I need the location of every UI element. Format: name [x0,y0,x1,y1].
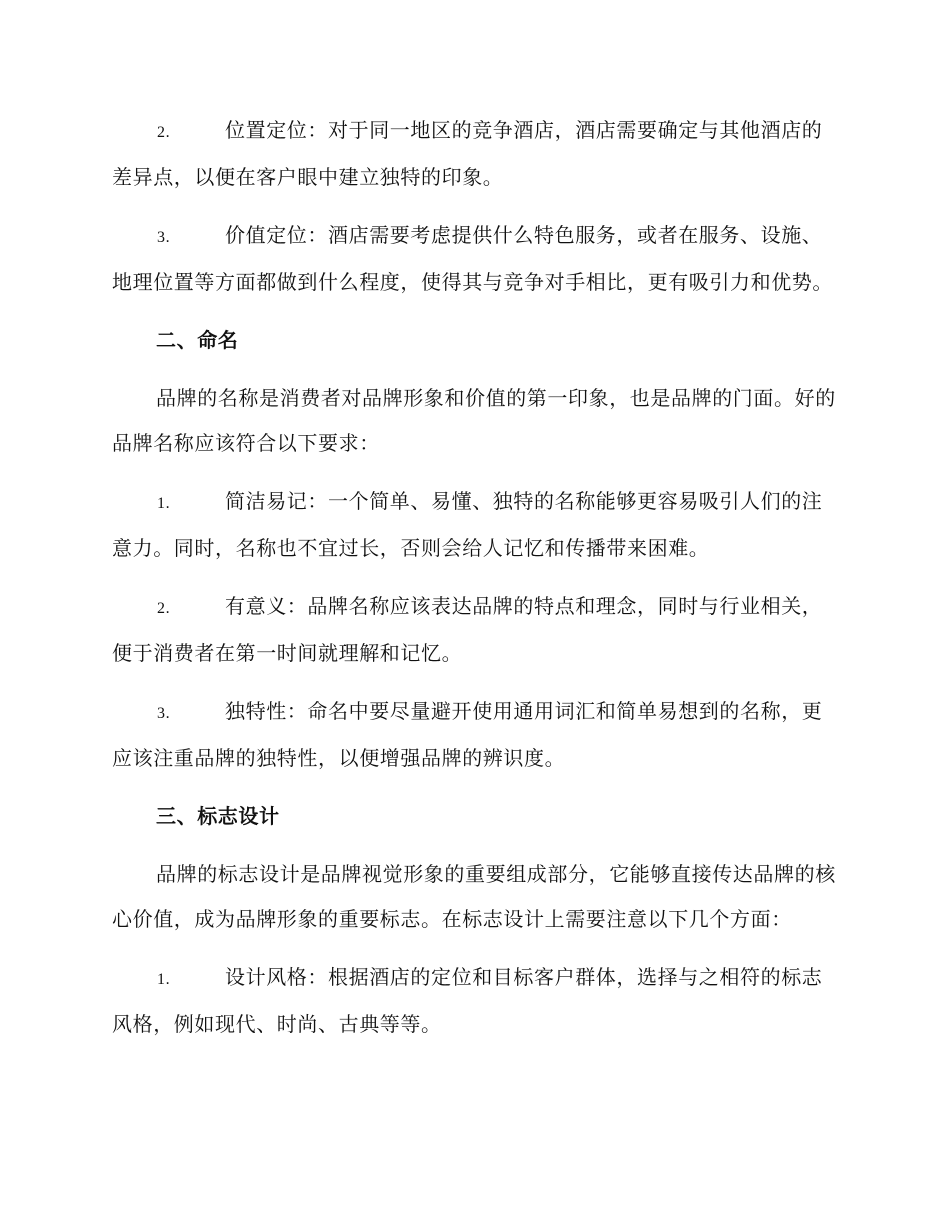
section-heading: 二、命名 [156,328,239,352]
list-text: 位置定位：对于同一地区的竞争酒店，酒店需要确定与其他酒店的差异点，以便在客户眼中建立独特的印象。 [112,118,823,189]
paragraph: 品牌的标志设计是品牌视觉形象的重要组成部分，它能够直接传达品牌的核心价值，成为品牌形象的重要标志。在标志设计上需要注意以下几个方面： [112,862,836,931]
list-text: 设计风格：根据酒店的定位和目标客户群体，选择与之相符的标志风格，例如现代、时尚、古典等等。 [112,965,823,1036]
list-item [112,955,840,1047]
list-number: 2. [157,600,171,617]
list-item [112,479,840,571]
list-number: 2. [157,124,171,141]
list-number: 3. [157,705,171,722]
list-text: 独特性：命名中要尽量避开使用通用词汇和简单易想到的名称，更应该注重品牌的独特性，以便增强品牌的辨识度。 [112,699,823,770]
list-number: 1. [157,495,171,512]
list-item [112,689,840,781]
list-number: 3. [157,229,171,246]
list-text: 简洁易记：一个简单、易懂、独特的名称能够更容易吸引人们的注意力。同时，名称也不宜过长，否则会给人记忆和传播带来困难。 [112,489,823,560]
list-item [112,584,840,676]
paragraph: 品牌的名称是消费者对品牌形象和价值的第一印象，也是品牌的门面。好的品牌名称应该符合以下要求： [112,386,836,455]
list-item [112,213,840,305]
document-body [112,108,840,1047]
list-text: 有意义：品牌名称应该表达品牌的特点和理念，同时与行业相关，便于消费者在第一时间就理解和记忆。 [112,594,823,665]
list-text: 价值定位：酒店需要考虑提供什么特色服务，或者在服务、设施、地理位置等方面都做到什么程度，使得其与竞争对手相比，更有吸引力和优势。 [112,223,833,294]
list-number: 1. [157,971,171,988]
section-heading: 三、标志设计 [156,804,280,828]
list-item [112,108,840,200]
